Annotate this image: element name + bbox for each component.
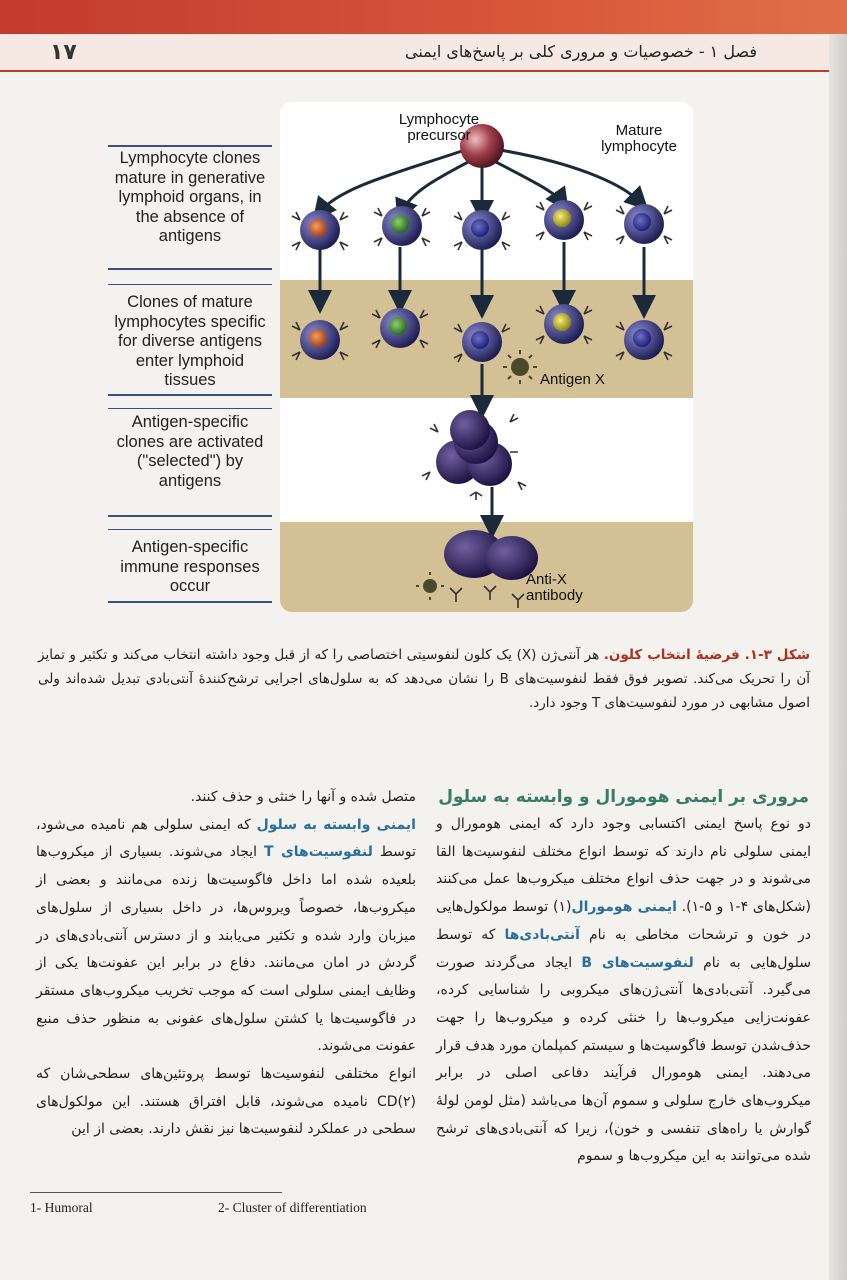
label-rule [108,529,272,530]
label-rule [108,284,272,285]
left-text-4: انواع مختلفی لنفوسیت‌ها توسط پروتئین‌های سطحی‌شان که CD [36,1066,416,1110]
label-rule [108,601,272,603]
tissue-lymphocytes-row [300,304,664,362]
term-antibodies: آنتی‌بادی‌ها [504,926,580,943]
caption-text: هر آنتی‌ژن (X) یک کلون لنفوسیتی اختصاصی را که از قبل وجود داشته انتخاب می‌کند و تکثیر و تمایز آن را تحریک می‌کند. تصویر فوق فقط لنفوسیت‌های B را نشان می‌دهد که به سلول‌های اجرایی ترشح‌کنندهٔ آنتی‌بادی تبدیل شده‌اند ولی اصول مشابهی در مورد لنفوسیت‌های T وجود دارد. [38,647,811,711]
anti-x-antibodies [450,586,524,608]
right-text-4: ایجاد می‌گردند صورت می‌گیرد. آنتی‌بادی‌ها آنتی‌ژن‌های میکروبی را شناسایی کرده، عفونت‌زایی میکروب‌ها را خنثی کرده و میکروب‌ها را جهت حذف‌شدن توسط فاگوسیت‌ها و سیستم کمپلمان مورد هدف قرار می‌دهند. ایمنی هومورال فرآیند دفاعی اصلی در برابر میکروب‌های خارج سلولی و سموم آن‌ها می‌باشد (مثل لومن لولهٔ گوارش یا راه‌های تنفسی و خون)، زیرا که آنتی‌بادی‌های ترشح شده می‌توانند به این میکروب‌ها و سموم [436,954,811,1165]
term-cell-mediated: ایمنی وابسته به سلول [256,816,416,833]
term-t-lymphocytes: لنفوسیت‌های T [264,844,373,861]
label-anti-x-antibody: Anti-X antibody [526,571,583,604]
side-label-2: Clones of mature lymphocytes specific for diverse antigens enter lymphoid tissues [114,293,266,389]
section-title: مروری بر ایمنی هومورال و وابسته به سلول [438,787,809,807]
page-top-band [0,0,847,34]
label-rule [108,515,272,517]
footnote-rule [30,1192,282,1193]
clonal-selection-figure [280,102,693,612]
left-text-1: متصل شده و آنها را خنثی و حذف کنند. [190,789,416,805]
page-number: ۱۷ [50,40,77,65]
footnote-1: 1- Humoral [30,1200,93,1215]
label-lymphocyte-precursor: Lymphocyte precursor [398,111,480,144]
left-column [36,784,416,1144]
footnote-2: 2- Cluster of differentiation [218,1200,367,1215]
label-rule [108,394,272,396]
side-label-4: Antigen-specific immune responses occur [120,538,260,595]
chapter-title: فصل ۱ - خصوصیات و مروری کلی بر پاسخ‌های ایمنی [404,42,757,61]
activated-clone-cluster [422,410,526,500]
left-text-3: ایجاد می‌شوند. بسیاری از میکروب‌ها بلعیده شده اما داخل فاگوسیت‌ها زنده می‌مانند و بعضی از میکروب‌ها، خصوصاً ویروس‌ها، در داخل بسیاری از سلول‌های میزبان وارد شده و تکثیر می‌یابند و از دسترس آنتی‌بادی‌های در گردش در امان می‌مانند. دفاع در برابر این عفونت‌ها یکی از وظایف ایمنی سلولی است که موجب تخریب میکروب‌های مستقر در فاگوسیت‌ها یا کشتن سلول‌های عفونی به منظور حذف منبع عفونت می‌شوند. [36,844,416,1055]
left-text-2: که ایمنی سلولی هم نامیده می‌شود، توسط [36,816,416,861]
caption-label: شکل ۳-۱. فرضیهٔ انتخاب کلون. [603,647,810,663]
side-label-1: Lymphocyte clones mature in generative lymphoid organs, in the absence of antigens [114,149,266,245]
side-label-3: Antigen-specific clones are activated ("selected") by antigens [116,413,264,490]
page-edge [829,34,847,1280]
label-rule [108,268,272,270]
label-mature-lymphocyte: Mature lymphocyte [601,122,677,155]
left-text-5: (۲) نامیده می‌شوند، قابل افتراق هستند. این مولکول‌های سطحی در عملکرد لنفوسیت‌ها نیز نقش دارند. بعضی از این [36,1093,416,1138]
label-rule [108,145,272,147]
figure-drawing [280,102,693,612]
antigen-x [503,350,537,384]
antigen-x-bound [416,572,444,600]
term-humoral: ایمنی هومورال [571,899,677,916]
figure-caption [38,643,810,715]
label-rule [108,408,272,409]
label-antigen-x: Antigen X [540,371,606,388]
right-para-1: دو نوع پاسخ ایمنی اکتسابی وجود دارد که ایمنی هومورال و ایمنی سلولی نام دارند که توسط انواع مختلف لنفوسیت‌ها القا می‌شوند و در جهت حذف انواع مختلف میکروب‌ها عمل می‌کنند (شکل‌های ۴-۱ و ۵-۱). [436,816,811,916]
term-b-lymphocytes: لنفوسیت‌های B [581,954,694,971]
plasma-cells [444,530,538,580]
right-text-3: که توسط سلول‌هایی به نام [436,926,811,971]
right-column [436,811,811,1171]
right-text-2: (۱) توسط مولکول‌هایی در خون و ترشحات مخاطی به نام [436,899,811,943]
